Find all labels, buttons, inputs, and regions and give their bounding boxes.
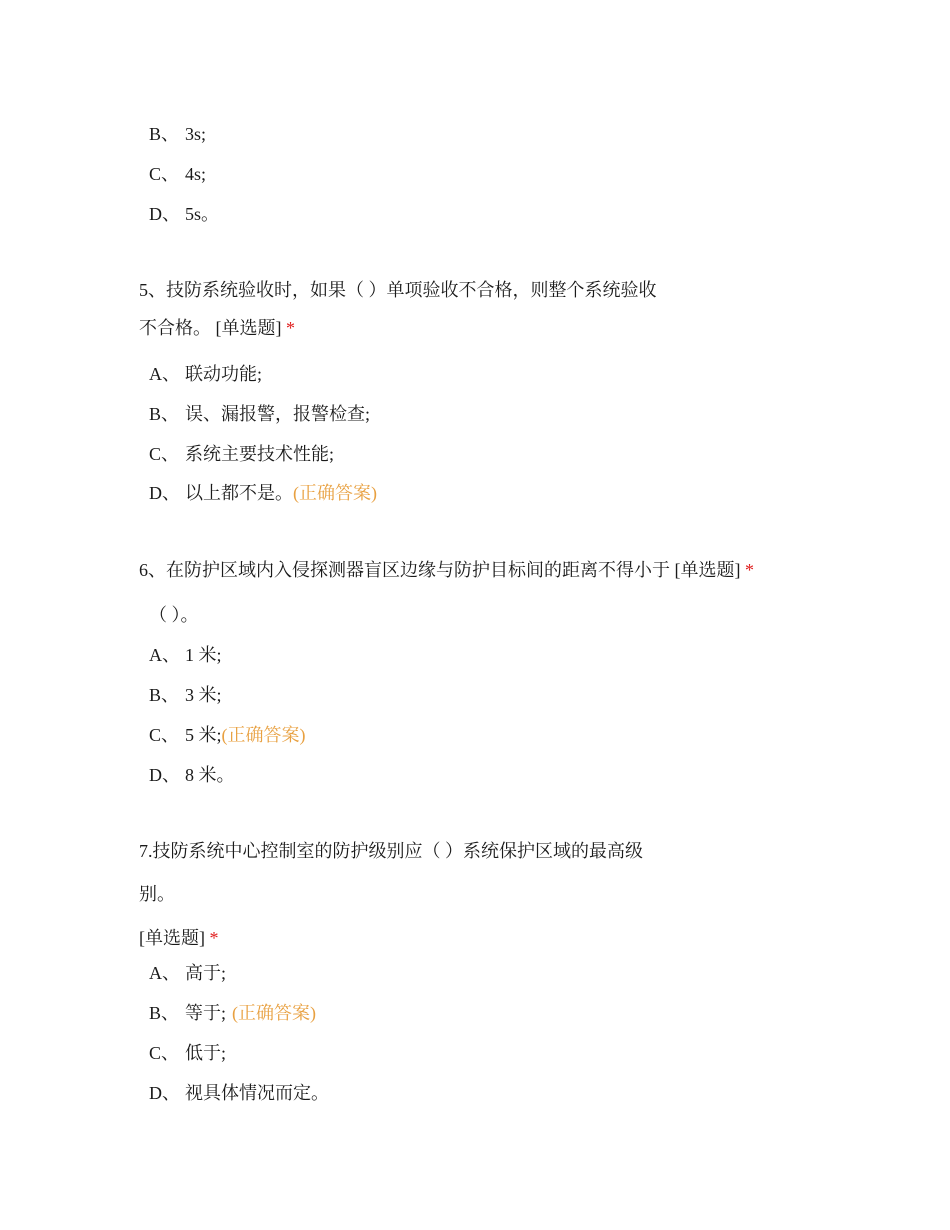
option-letter: A、: [149, 645, 180, 665]
q6-option-a[interactable]: [149, 643, 222, 667]
q6-title-line1: [139, 558, 754, 582]
question-type-tag: [单选题]: [215, 318, 282, 338]
option-text: 等于;: [185, 1003, 227, 1023]
q5-option-b[interactable]: [149, 402, 370, 426]
q6-title-line2: （ ）。: [149, 605, 199, 625]
option-b[interactable]: [149, 122, 206, 146]
q6-title-text: 6、在防护区域内入侵探测器盲区边缘与防护目标间的距离不得小于: [139, 560, 670, 580]
q5-title-text: 不合格。: [139, 318, 211, 338]
option-letter: C、: [149, 444, 180, 464]
q6-option-d[interactable]: [149, 763, 235, 787]
option-letter: B、: [149, 124, 180, 144]
q7-type-line: [139, 926, 219, 950]
option-letter: B、: [149, 404, 180, 424]
correct-answer-label: (正确答案): [293, 483, 377, 503]
q7-option-c[interactable]: [149, 1041, 226, 1065]
q7-option-b[interactable]: [149, 1001, 316, 1025]
option-text: 联动功能;: [185, 364, 263, 384]
required-star: *: [209, 928, 219, 948]
q7-title-line1: 7.技防系统中心控制室的防护级别应（ ）系统保护区域的最高级: [139, 841, 643, 861]
option-text: 系统主要技术性能;: [185, 444, 335, 464]
option-text: 以上都不是。: [185, 483, 293, 503]
q5-option-d[interactable]: [149, 481, 377, 505]
correct-answer-label: (正确答案): [221, 725, 306, 745]
option-letter: C、: [149, 1043, 180, 1063]
option-text: 5s。: [185, 204, 220, 224]
question-type-tag: [单选题]: [139, 928, 205, 948]
correct-answer-label: (正确答案): [232, 1003, 317, 1023]
q5-title-line2: [139, 316, 295, 340]
q5-title-line1: 5、技防系统验收时，如果（ ）单项验收不合格，则整个系统验收: [139, 280, 657, 300]
option-letter: D、: [149, 765, 180, 785]
option-d[interactable]: [149, 202, 219, 226]
required-star: *: [745, 560, 754, 580]
option-letter: D、: [149, 1083, 180, 1103]
option-text: 8 米。: [185, 765, 235, 785]
option-text: 4s;: [185, 164, 207, 184]
option-letter: A、: [149, 364, 180, 384]
q6-option-c[interactable]: [149, 723, 306, 747]
q6-option-b[interactable]: [149, 683, 222, 707]
q7-option-d[interactable]: [149, 1081, 329, 1105]
option-letter: A、: [149, 963, 180, 983]
option-letter: D、: [149, 204, 180, 224]
option-letter: B、: [149, 685, 180, 705]
option-text: 视具体情况而定。: [185, 1083, 329, 1103]
q7-title-line2: 别。: [139, 884, 175, 904]
option-letter: C、: [149, 164, 180, 184]
option-text: 高于;: [185, 963, 227, 983]
option-text: 5 米;: [185, 725, 222, 745]
option-letter: D、: [149, 483, 180, 503]
q5-option-c[interactable]: [149, 442, 334, 466]
option-letter: B、: [149, 1003, 180, 1023]
option-text: 误、漏报警，报警检查;: [185, 404, 370, 424]
question-type-tag: [单选题]: [674, 560, 741, 580]
q5-option-a[interactable]: [149, 362, 262, 386]
option-c[interactable]: [149, 162, 206, 186]
option-text: 3s;: [185, 124, 207, 144]
option-text: 低于;: [185, 1043, 227, 1063]
option-text: 1 米;: [185, 645, 222, 665]
option-text: 3 米;: [185, 685, 222, 705]
required-star: *: [286, 318, 295, 338]
q7-option-a[interactable]: [149, 961, 226, 985]
option-letter: C、: [149, 725, 180, 745]
